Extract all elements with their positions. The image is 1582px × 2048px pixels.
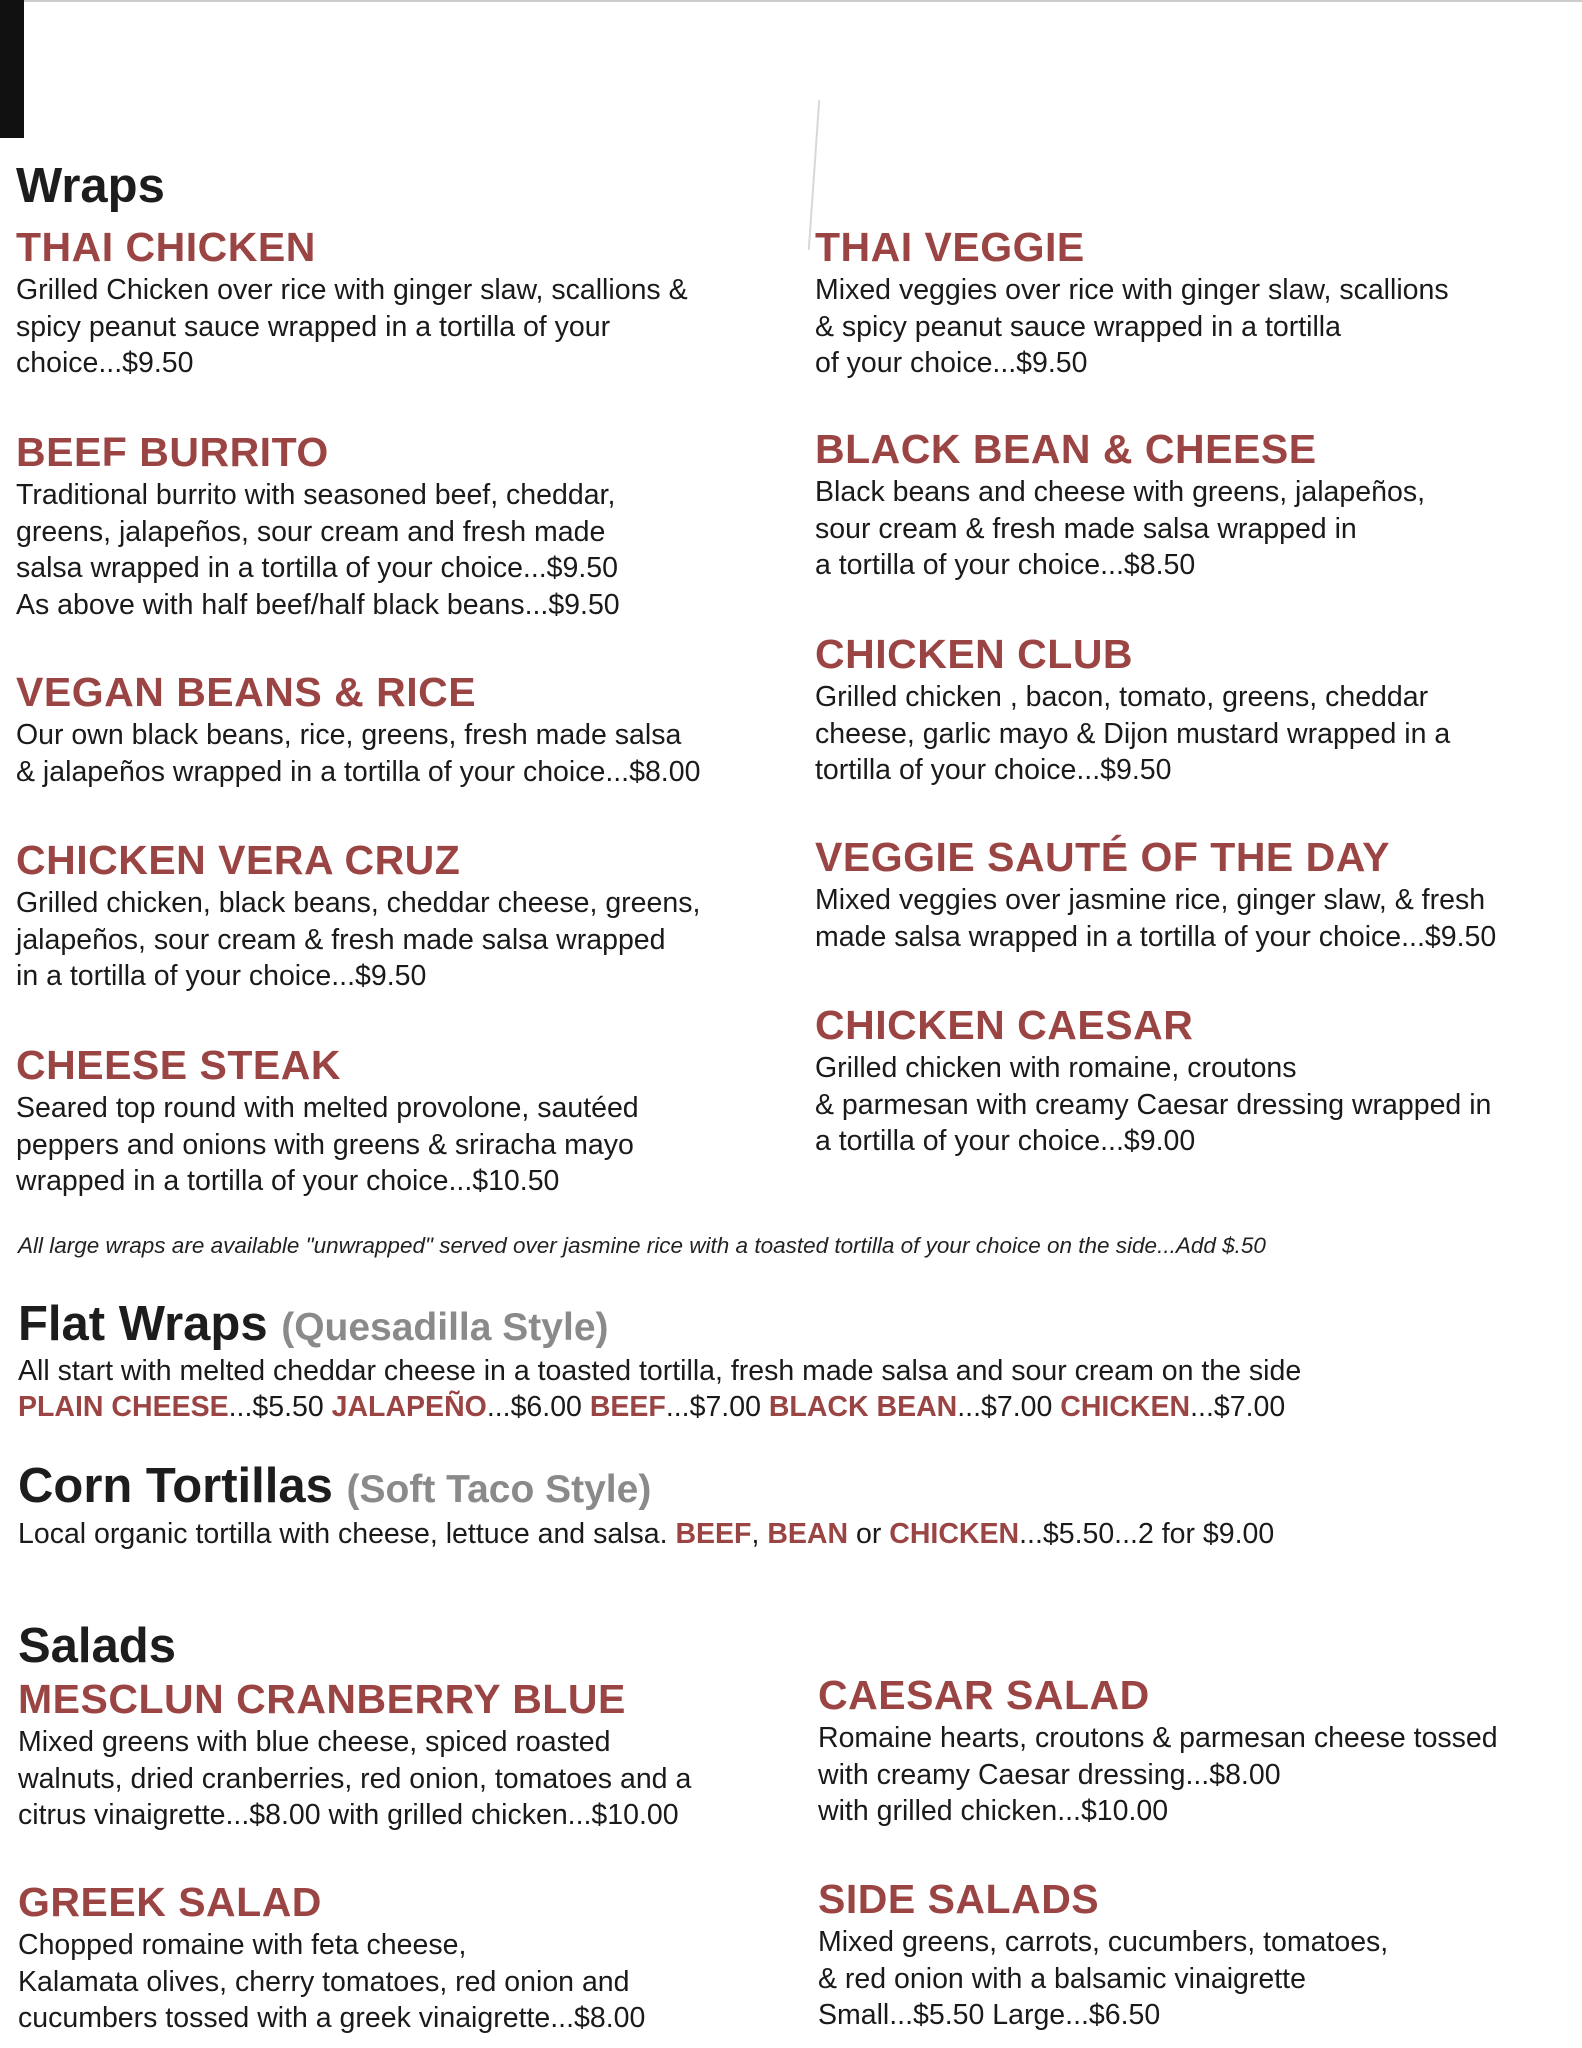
wraps-heading: Wraps <box>16 159 165 213</box>
item-description: Mixed veggies over jasmine rice, ginger slaw, & fresh made salsa wrapped in a tortilla of your choice...$9.50 <box>815 884 1497 953</box>
item-description: Grilled chicken with romaine, croutons & parmesan with creamy Caesar dressing wrapped in a tortilla of your choice...$9.00 <box>815 1052 1492 1158</box>
menu-item-veggie-saute <box>815 835 1496 955</box>
menu-item-beef-burrito <box>16 430 620 623</box>
item-name: CHEESE STEAK <box>16 1042 341 1088</box>
flat-wraps-heading: Flat Wraps (Quesadilla Style) <box>18 1297 609 1351</box>
flat-wraps-subheading: (Quesadilla Style) <box>281 1306 609 1349</box>
item-description: Romaine hearts, croutons & parmesan cheese tossed with creamy Caesar dressing...$8.00 with grilled chicken...$10.00 <box>818 1722 1498 1828</box>
corn-tortillas-line: Local organic tortilla with cheese, lettuce and salsa. BEEF, BEAN or CHICKEN...$5.50...2 for $9.00 <box>18 1518 1275 1550</box>
menu-item-thai-chicken <box>16 225 688 382</box>
item-name: CAESAR SALAD <box>818 1672 1150 1718</box>
flat-wraps-options: PLAIN CHEESE...$5.50 JALAPEÑO...$6.00 BEEF...$7.00 BLACK BEAN...$7.00 CHICKEN...$7.00 <box>18 1391 1286 1423</box>
item-name: VEGAN BEANS & RICE <box>16 669 477 715</box>
menu-item-chicken-club <box>815 632 1450 789</box>
option-beef: BEEF <box>675 1518 752 1550</box>
item-name: VEGGIE SAUTÉ OF THE DAY <box>815 834 1390 880</box>
option-bean: BEAN <box>767 1518 849 1550</box>
menu-item-caesar-salad <box>818 1673 1498 1830</box>
corn-tortillas-subheading: (Soft Taco Style) <box>346 1468 652 1511</box>
item-name: BEEF BURRITO <box>16 429 329 475</box>
item-description: Grilled chicken , bacon, tomato, greens, cheddar cheese, garlic mayo & Dijon mustard wrapped in a tortilla of your choice...$9.50 <box>815 681 1451 787</box>
scan-top-border <box>24 0 1582 2</box>
option-chicken: CHICKEN <box>889 1518 1020 1550</box>
flat-wraps-description: All start with melted cheddar cheese in a toasted tortilla, fresh made salsa and sour cream on the side <box>18 1355 1302 1387</box>
menu-item-black-bean-cheese <box>815 427 1425 584</box>
scan-edge-mark <box>0 0 24 138</box>
item-description: Mixed greens, carrots, cucumbers, tomatoes, & red onion with a balsamic vinaigrette Small...$5.50 Large...$6.50 <box>818 1926 1389 2032</box>
item-name: CHICKEN CAESAR <box>815 1002 1194 1048</box>
menu-item-side-salads <box>818 1877 1388 2034</box>
item-name: GREEK SALAD <box>18 1879 322 1925</box>
option-beef: BEEF <box>589 1391 666 1423</box>
item-description: Chopped romaine with feta cheese, Kalamata olives, cherry tomatoes, red onion and cucumbers tossed with a greek vinaigrette...$8.00 <box>18 1929 646 2035</box>
corn-tortillas-heading: Corn Tortillas (Soft Taco Style) <box>18 1459 652 1513</box>
item-name: SIDE SALADS <box>818 1876 1100 1922</box>
menu-item-chicken-vera-cruz <box>16 838 700 995</box>
option-black-bean: BLACK BEAN <box>768 1391 958 1423</box>
item-name: THAI VEGGIE <box>815 224 1085 270</box>
menu-item-chicken-caesar <box>815 1003 1491 1160</box>
option-chicken: CHICKEN <box>1060 1391 1191 1423</box>
menu-item-cheese-steak <box>16 1043 639 1200</box>
item-description: Our own black beans, rice, greens, fresh made salsa & jalapeños wrapped in a tortilla of your choice...$8.00 <box>16 719 701 788</box>
menu-item-thai-veggie <box>815 225 1449 382</box>
salads-heading: Salads <box>18 1619 176 1673</box>
item-description: Black beans and cheese with greens, jalapeños, sour cream & fresh made salsa wrapped in a tortilla of your choice...$8.50 <box>815 476 1425 582</box>
item-name: THAI CHICKEN <box>16 224 316 270</box>
unwrapped-note: All large wraps are available "unwrapped" served over jasmine rice with a toasted tortilla of your choice on the side...Add $.50 <box>18 1233 1266 1258</box>
option-plain-cheese: PLAIN CHEESE <box>18 1391 229 1423</box>
option-jalapeno: JALAPEÑO <box>331 1391 487 1423</box>
menu-item-greek-salad <box>18 1880 645 2037</box>
item-name: CHICKEN VERA CRUZ <box>16 837 461 883</box>
item-description: Mixed greens with blue cheese, spiced roasted walnuts, dried cranberries, red onion, tomatoes and a citrus vinaigrette...$8.00 with grilled chicken...$10.00 <box>18 1726 692 1832</box>
item-description: Grilled chicken, black beans, cheddar cheese, greens, jalapeños, sour cream & fresh made salsa wrapped in a tortilla of your choice...$9.50 <box>16 887 701 993</box>
menu-item-vegan-beans-rice <box>16 670 700 790</box>
item-description: Grilled Chicken over rice with ginger slaw, scallions & spicy peanut sauce wrapped in a tortilla of your choice...$9.50 <box>16 274 688 380</box>
item-description: Seared top round with melted provolone, sautéed peppers and onions with greens & sriracha mayo wrapped in a tortilla of your choice...$10.50 <box>16 1092 639 1198</box>
item-description: Traditional burrito with seasoned beef, cheddar, greens, jalapeños, sour cream and fresh made salsa wrapped in a tortilla of your choice...$9.50 As above with half beef/half black beans...$9.50 <box>16 479 620 621</box>
menu-item-mesclun-cranberry-blue <box>18 1677 691 1834</box>
item-name: BLACK BEAN & CHEESE <box>815 426 1317 472</box>
item-description: Mixed veggies over rice with ginger slaw, scallions & spicy peanut sauce wrapped in a tortilla of your choice...$9.50 <box>815 274 1449 380</box>
item-name: CHICKEN CLUB <box>815 631 1134 677</box>
item-name: MESCLUN CRANBERRY BLUE <box>18 1676 626 1722</box>
